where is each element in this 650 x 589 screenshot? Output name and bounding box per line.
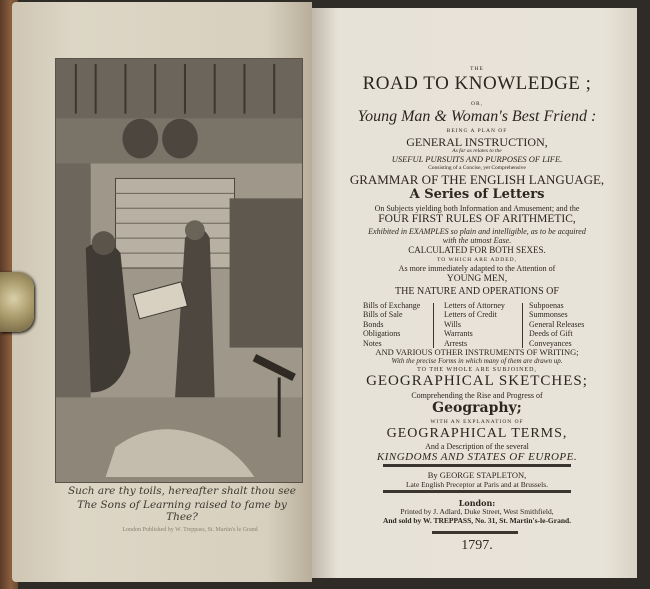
list-item: Summonses [529, 310, 568, 320]
list-item: Obligations [363, 329, 401, 339]
instruments-column-2 [444, 301, 505, 348]
subjects-line: On Subjects yielding both Information and Amusement; and the [374, 204, 580, 213]
imprint-city: London: [458, 498, 496, 508]
list-item: Conveyances [529, 338, 572, 348]
as-far-line: As far as relates to the [452, 148, 502, 154]
list-item: Notes [363, 338, 382, 348]
exhibited-line: Exhibited in EXAMPLES so plain and intelligible, as to be acquired [368, 227, 586, 236]
author-line: By GEORGE STAPLETON, [427, 470, 527, 480]
arithmetic-line: FOUR FIRST RULES OF ARITHMETIC, [378, 213, 576, 225]
to-which-line: TO WHICH ARE ADDED, [437, 257, 517, 263]
series-of-letters: A Series of Letters [409, 187, 545, 202]
consisting-line: Consisting of a Concise, yet Comprehensive [428, 165, 526, 171]
list-item: General Releases [529, 319, 585, 329]
kingdoms-line: KINGDOMS AND STATES OF EUROPE. [376, 451, 578, 463]
nature-line: THE NATURE AND OPERATIONS OF [395, 286, 559, 297]
list-item: Bonds [363, 319, 384, 329]
printer-line: Printed by J. Adlard, Duke Street, West Smithfield, [400, 507, 554, 516]
column-divider [433, 303, 434, 348]
rule-divider [383, 464, 571, 467]
plate-publisher-line: London Published by W. Treppass, St. Martin's le Grand [122, 527, 258, 533]
list-item: Letters of Credit [444, 310, 497, 320]
caption-line-1: Such are thy toils, hereafter shalt thou see [67, 485, 297, 497]
rule-divider [432, 531, 518, 534]
grammar-line: GRAMMAR OF THE ENGLISH LANGUAGE, [349, 172, 605, 187]
list-item: Bills of Exchange [363, 301, 421, 310]
to-whole-line: TO THE WHOLE ARE SUBJOINED, [417, 367, 537, 373]
geographical-sketches: GEOGRAPHICAL SKETCHES; [366, 373, 588, 389]
list-item: Arrests [444, 338, 468, 348]
instruments-column-1 [363, 301, 420, 348]
list-item: Letters of Attorney [444, 301, 505, 310]
seller-line: And sold by W. TREPPASS, No. 31, St. Martin's-le-Grand. [382, 516, 572, 525]
being-line: BEING A PLAN OF [446, 128, 508, 134]
description-line: And a Description of the several [425, 442, 529, 451]
frontispiece-engraving [55, 58, 303, 483]
comprehending-line: Comprehending the Rise and Progress of [411, 391, 543, 400]
instruments-column-3 [529, 301, 584, 348]
young-men-line: YOUNG MEN, [446, 274, 508, 284]
list-item: Subpoenas [529, 301, 564, 310]
ease-line: with the utmost Ease. [442, 236, 512, 245]
calculated-line: CALCULATED FOR BOTH SEXES. [408, 245, 546, 255]
as-more-line: As more immediately adapted to the Attention of [398, 264, 556, 273]
list-item: Wills [444, 319, 462, 329]
or-label: OR, [470, 101, 483, 107]
geography-line: Geography; [432, 400, 522, 416]
author-description: Late English Preceptor at Paris and at Brussels. [405, 480, 549, 489]
book-title: ROAD TO KNOWLEDGE ; [362, 73, 592, 94]
various-line: AND VARIOUS OTHER INSTRUMENTS OF WRITING; [375, 347, 579, 357]
useful-pursuits: USEFUL PURSUITS AND PURPOSES OF LIFE. [391, 154, 563, 164]
with-forms-line: With the precise Forms in which many of them are drawn up. [391, 357, 563, 365]
list-item: Deeds of Gift [529, 329, 573, 339]
with-explanation-line: WITH AN EXPLANATION OF [430, 419, 524, 425]
the-label: THE [470, 66, 484, 72]
publication-year: 1797. [461, 538, 493, 553]
list-item: Bills of Sale [363, 310, 403, 320]
column-divider [522, 303, 523, 348]
caption-line-2: The Sons of Learning raised to fame by Thee? [77, 499, 287, 523]
book-subtitle: Young Man & Woman's Best Friend : [357, 108, 597, 125]
geographical-terms: GEOGRAPHICAL TERMS, [386, 426, 568, 441]
list-item: Warrants [444, 329, 473, 339]
general-instruction: GENERAL INSTRUCTION, [406, 135, 548, 149]
rule-divider [383, 490, 571, 493]
metal-clasp [0, 272, 34, 332]
